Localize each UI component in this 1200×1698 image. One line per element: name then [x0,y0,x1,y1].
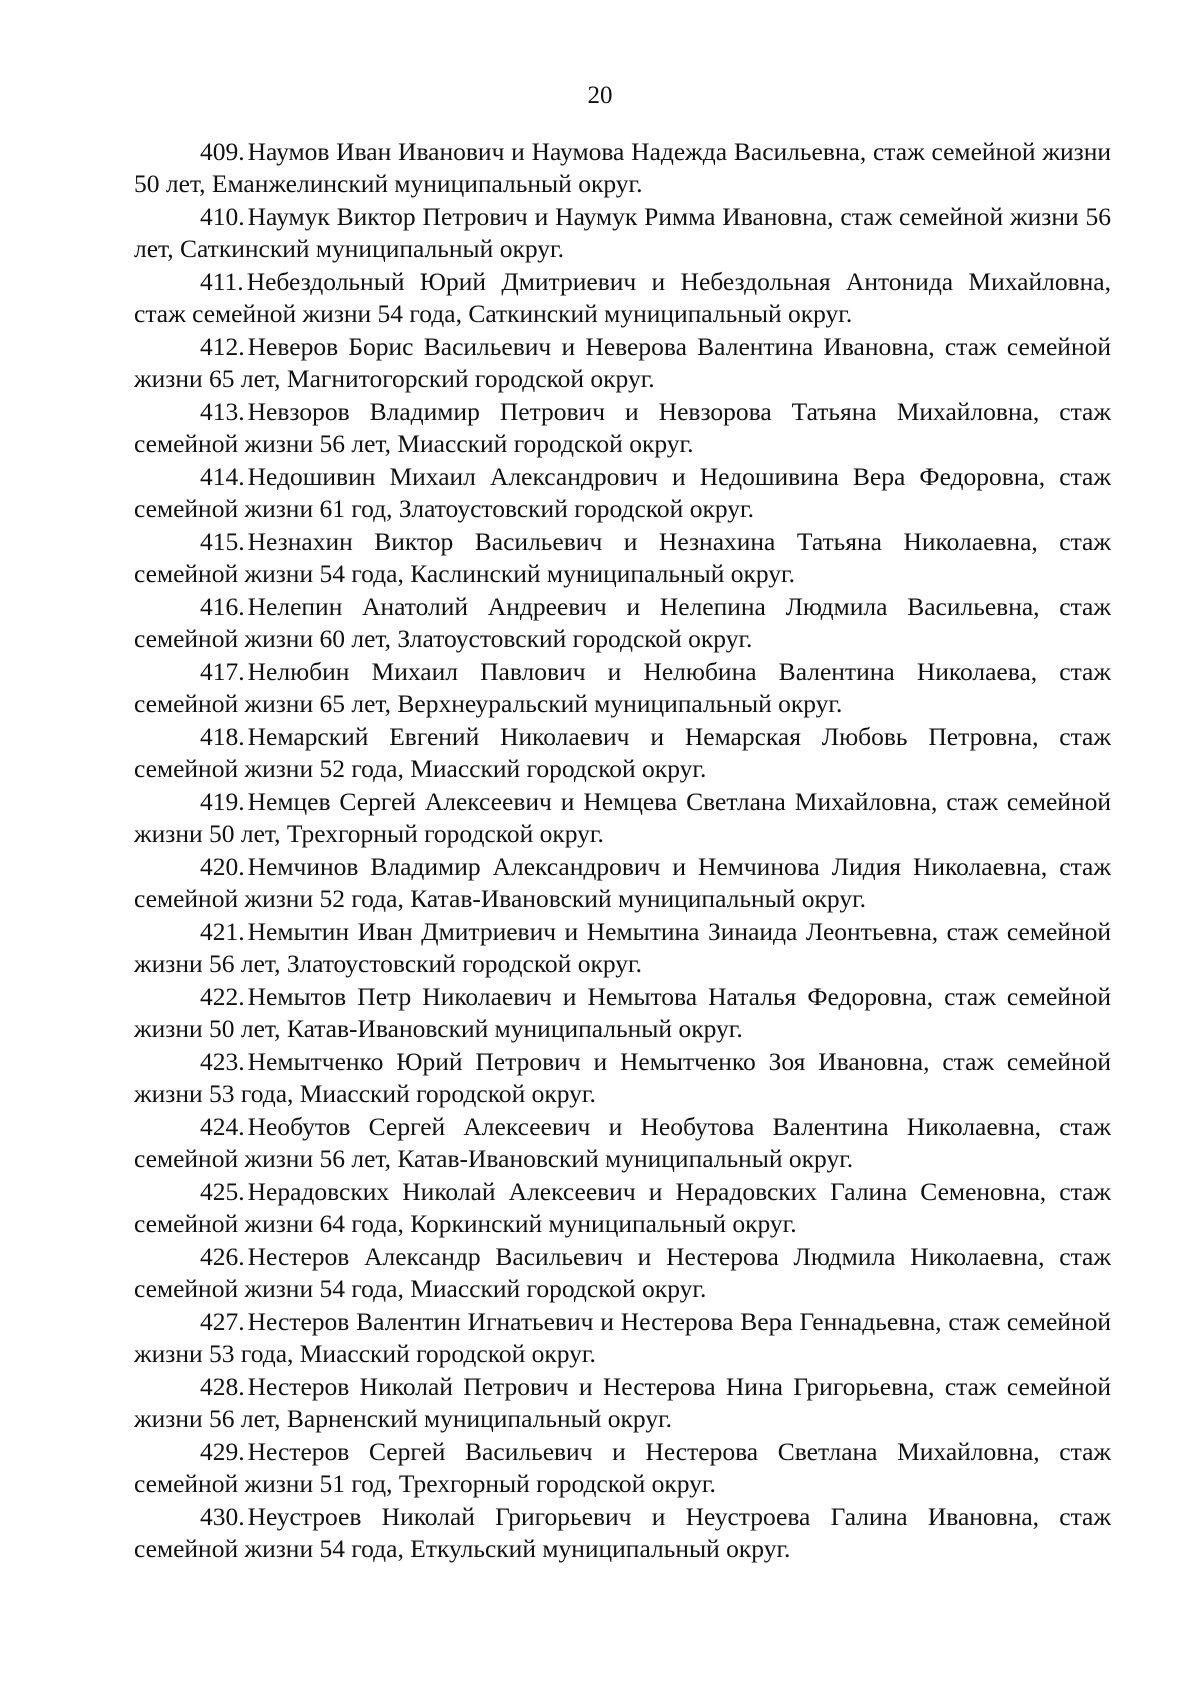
entry-text: Наумов Иван Иванович и Наумова Надежда Васильевна, стаж семейной жизни 50 лет, Еманжелинский муниципальный округ. [134,137,1111,198]
entry-text: Неверов Борис Васильевич и Неверова Валентина Ивановна, стаж семейной жизни 65 лет, Магнитогорский городской округ. [134,332,1111,393]
entry-text: Немчинов Владимир Александрович и Немчинова Лидия Николаевна, стаж семейной жизни 52 года, Катав-Ивановский муниципальный округ. [134,852,1111,913]
entry-number: 410. [200,202,245,231]
entry-number: 409. [200,137,245,166]
entry-text: Нестеров Валентин Игнатьевич и Нестерова Вера Геннадьевна, стаж семейной жизни 53 года, Миасский городской округ. [134,1307,1111,1368]
entry-number: 418. [200,722,245,751]
page-number: 20 [587,82,613,109]
entry-text: Нестеров Александр Васильевич и Нестерова Людмила Николаевна, стаж семейной жизни 54 года, Миасский городской округ. [134,1242,1111,1303]
entry-text: Недошивин Михаил Александрович и Недошивина Вера Федоровна, стаж семейной жизни 61 год, Златоустовский городской округ. [134,462,1111,523]
entry-text: Наумук Виктор Петрович и Наумук Римма Ивановна, стаж семейной жизни 56 лет, Саткинский муниципальный округ. [134,202,1111,263]
list-item [134,981,1111,1045]
entry-number: 429. [200,1437,245,1466]
entry-text: Нестеров Николай Петрович и Нестерова Нина Григорьевна, стаж семейной жизни 56 лет, Варненский муниципальный округ. [134,1372,1111,1433]
list-item [134,526,1111,590]
entry-number: 420. [200,852,245,881]
list-item [134,1241,1111,1305]
list-item [134,461,1111,525]
entries-list [134,136,1111,1566]
list-item [134,1306,1111,1370]
list-item [134,1176,1111,1240]
list-item [134,136,1111,200]
entry-number: 419. [200,787,245,816]
entry-text: Нелюбин Михаил Павлович и Нелюбина Валентина Николаева, стаж семейной жизни 65 лет, Верхнеуральский муниципальный округ. [134,657,1111,718]
list-item [134,916,1111,980]
entry-text: Нерадовских Николай Алексеевич и Нерадовских Галина Семеновна, стаж семейной жизни 64 года, Коркинский муниципальный округ. [134,1177,1111,1238]
entry-number: 413. [200,397,245,426]
entry-number: 417. [200,657,245,686]
entry-text: Немытин Иван Дмитриевич и Немытина Зинаида Леонтьевна, стаж семейной жизни 56 лет, Златоустовский городской округ. [134,917,1111,978]
entry-number: 427. [200,1307,245,1336]
entry-text: Небездольный Юрий Дмитриевич и Небездольная Антонида Михайловна, стаж семейной жизни 54 года, Саткинский муниципальный округ. [134,267,1111,328]
entry-number: 411. [200,267,244,296]
entry-number: 412. [200,332,245,361]
entry-number: 414. [200,462,245,491]
entry-number: 422. [200,982,245,1011]
entry-number: 423. [200,1047,245,1076]
list-item [134,1371,1111,1435]
entry-number: 428. [200,1372,245,1401]
list-item [134,266,1111,330]
entry-text: Невзоров Владимир Петрович и Невзорова Татьяна Михайловна, стаж семейной жизни 56 лет, Миасский городской округ. [134,397,1111,458]
list-item [134,331,1111,395]
entry-number: 426. [200,1242,245,1271]
list-item [134,721,1111,785]
list-item [134,1501,1111,1565]
list-item [134,1046,1111,1110]
entry-text: Немытов Петр Николаевич и Немытова Наталья Федоровна, стаж семейной жизни 50 лет, Катав-Ивановский муниципальный округ. [134,982,1111,1043]
entry-number: 415. [200,527,245,556]
entry-text: Нестеров Сергей Васильевич и Нестерова Светлана Михайловна, стаж семейной жизни 51 год, Трехгорный городской округ. [134,1437,1111,1498]
entry-text: Немцев Сергей Алексеевич и Немцева Светлана Михайловна, стаж семейной жизни 50 лет, Трехгорный городской округ. [134,787,1111,848]
list-item [134,1111,1111,1175]
list-item [134,786,1111,850]
entry-number: 430. [200,1502,245,1531]
list-item [134,591,1111,655]
entry-number: 424. [200,1112,245,1141]
list-item [134,201,1111,265]
entry-text: Неустроев Николай Григорьевич и Неустроева Галина Ивановна, стаж семейной жизни 54 года, Еткульский муниципальный округ. [134,1502,1111,1563]
entry-number: 416. [200,592,245,621]
entry-text: Немарский Евгений Николаевич и Немарская Любовь Петровна, стаж семейной жизни 52 года, Миасский городской округ. [134,722,1111,783]
entry-text: Необутов Сергей Алексеевич и Необутова Валентина Николаевна, стаж семейной жизни 56 лет, Катав-Ивановский муниципальный округ. [134,1112,1111,1173]
entry-number: 421. [200,917,245,946]
list-item [134,851,1111,915]
entry-text: Немытченко Юрий Петрович и Немытченко Зоя Ивановна, стаж семейной жизни 53 года, Миасский городской округ. [134,1047,1111,1108]
list-item [134,656,1111,720]
entry-text: Нелепин Анатолий Андреевич и Нелепина Людмила Васильевна, стаж семейной жизни 60 лет, Златоустовский городской округ. [134,592,1111,653]
list-item [134,396,1111,460]
list-item [134,1436,1111,1500]
entry-number: 425. [200,1177,245,1206]
entry-text: Незнахин Виктор Васильевич и Незнахина Татьяна Николаевна, стаж семейной жизни 54 года, Каслинский муниципальный округ. [134,527,1111,588]
